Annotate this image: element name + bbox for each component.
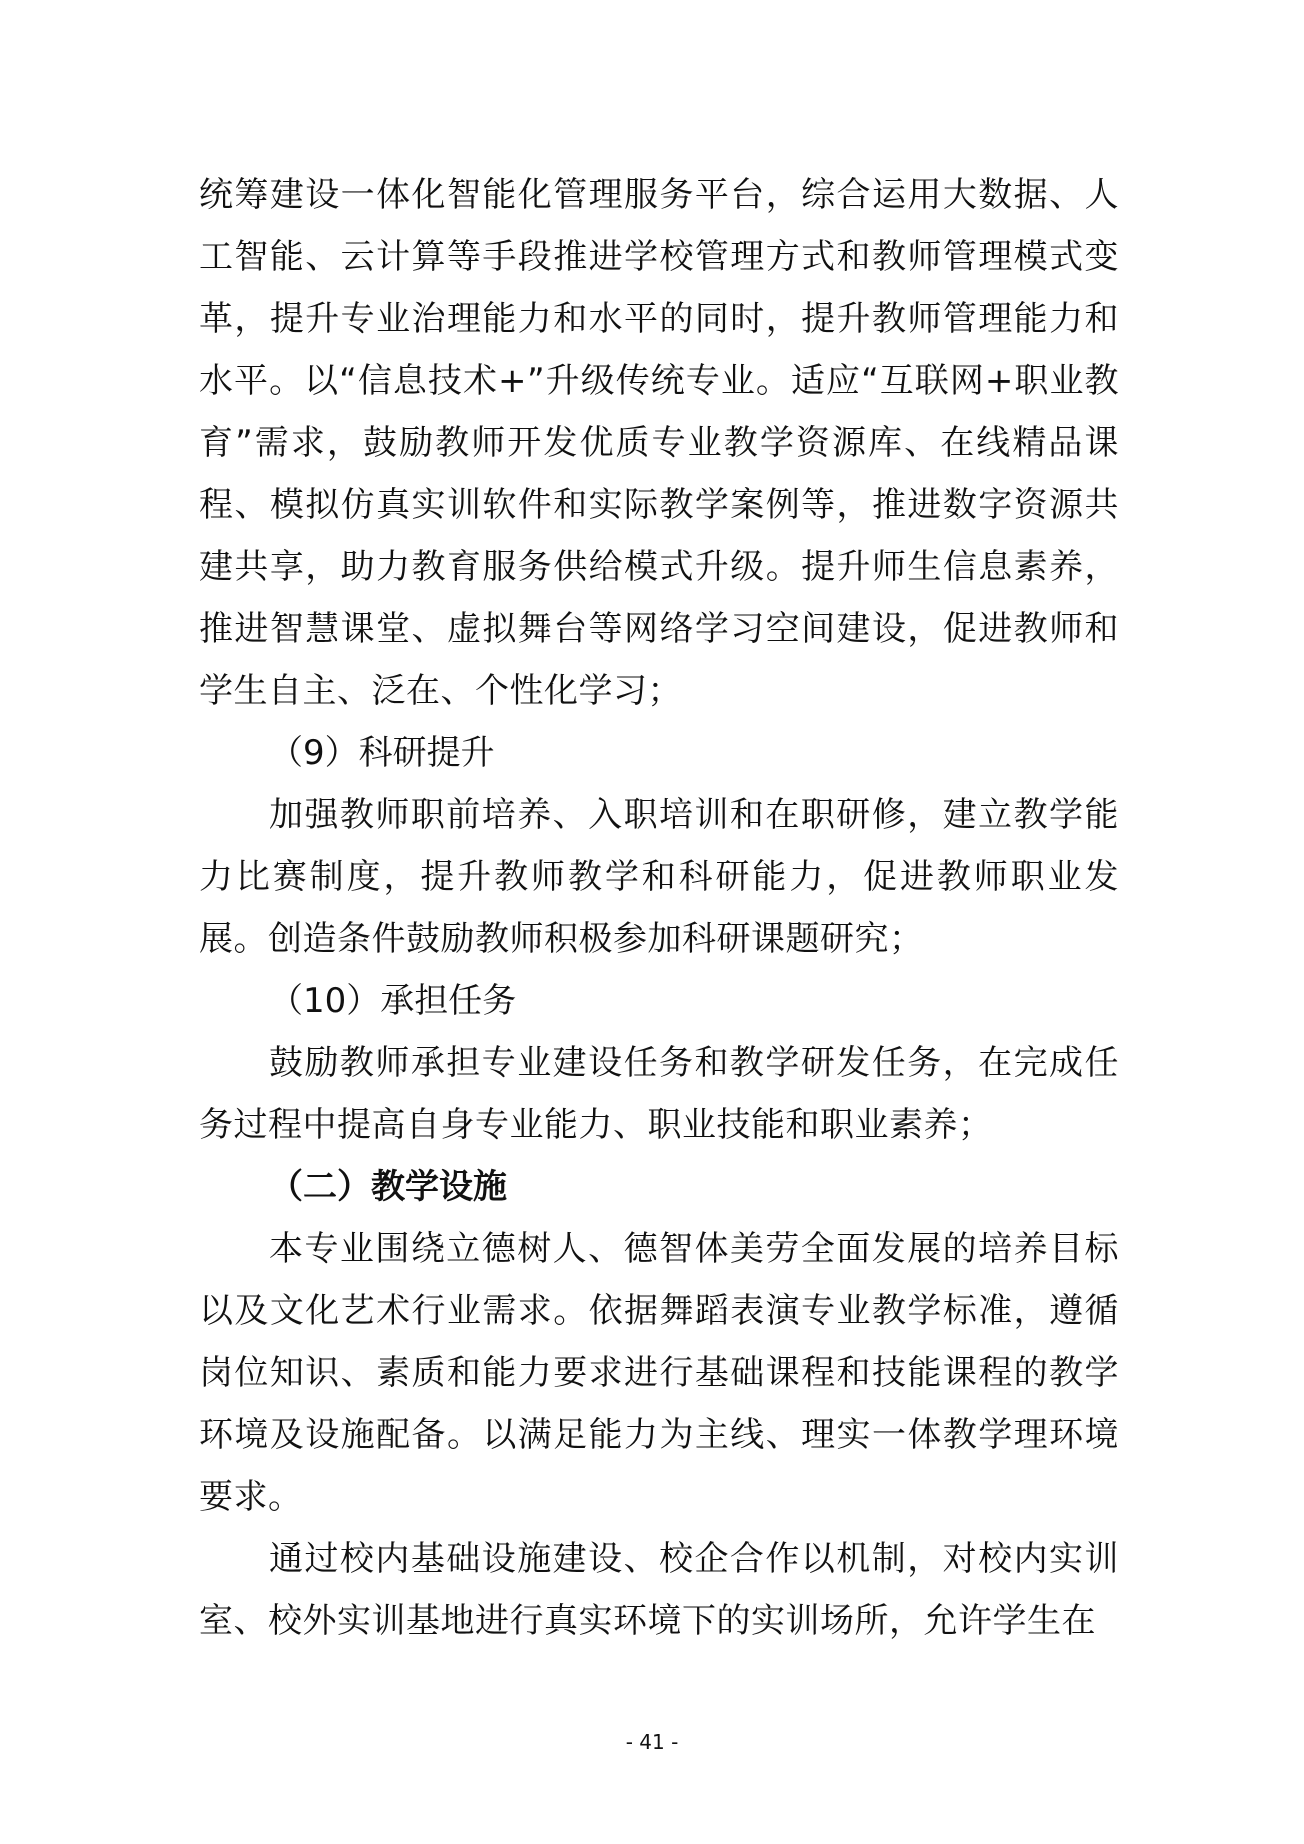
subheading-research: （9）科研提升 — [269, 733, 495, 773]
body-text — [199, 164, 1119, 1652]
subheading-tasks: （10）承担任务 — [269, 981, 517, 1021]
paragraph-facilities: 本专业围绕立德树人、德智体美劳全面发展的培养目标以及文化艺术行业需求。依据舞蹈表演专业教学标准，遵循岗位知识、素质和能力要求进行基础课程和技能课程的教学环境及设施配备。以满足能力为主线、理实一体教学理环境要求。 — [199, 1229, 1119, 1517]
paragraph-tasks: 鼓励教师承担专业建设任务和教学研发任务，在完成任务过程中提高自身专业能力、职业技能和职业素养； — [199, 1043, 1119, 1145]
paragraph-digital-platform: 统筹建设一体化智能化管理服务平台，综合运用大数据、人工智能、云计算等手段推进学校管理方式和教师管理模式变革，提升专业治理能力和水平的同时，提升教师管理能力和水平。以“信息技术+”升级传统专业。适应“互联网+职业教育”需求，鼓励教师开发优质专业教学资源库、在线精品课程、模拟仿真实训软件和实际教学案例等，推进数字资源共建共享，助力教育服务供给模式升级。提升师生信息素养，推进智慧课堂、虚拟舞台等网络学习空间建设，促进教师和学生自主、泛在、个性化学习； — [199, 175, 1119, 711]
section-heading-facilities: （二）教学设施 — [269, 1167, 507, 1207]
paragraph-research: 加强教师职前培养、入职培训和在职研修，建立教学能力比赛制度，提升教师教学和科研能力，促进教师职业发展。创造条件鼓励教师积极参加科研课题研究； — [199, 795, 1119, 959]
paragraph-training: 通过校内基础设施建设、校企合作以机制，对校内实训室、校外实训基地进行真实环境下的实训场所，允许学生在 — [199, 1539, 1119, 1641]
page-number: - 41 - — [625, 1730, 679, 1754]
